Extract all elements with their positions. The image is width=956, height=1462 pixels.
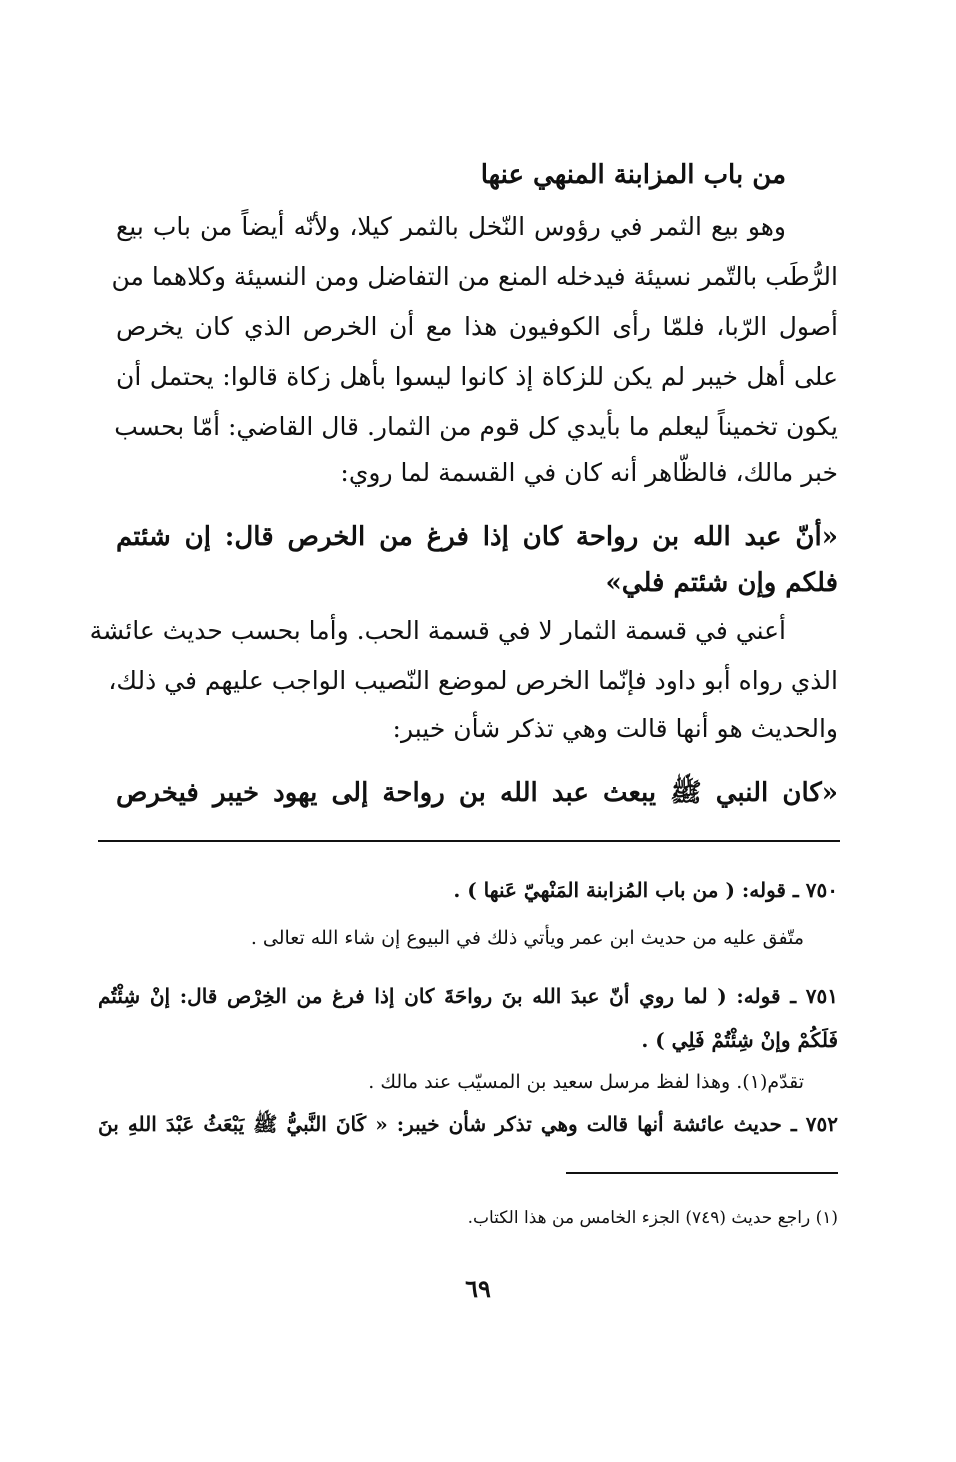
- hadith-quote-line: «أنّ عبد الله بن رواحة كان إذا فرغ من الخرص قال: إن شئتم: [116, 522, 838, 552]
- section-heading: من باب المزابنة المنهي عنها: [480, 160, 786, 190]
- footnote: (١) راجع حديث (٧٤٩) الجزء الخامس من هذا الكتاب.: [467, 1208, 838, 1228]
- paragraph-line: خبر مالك، فالظّاهر أنه كان في القسمة لما روي:: [340, 458, 838, 487]
- note-751-line: ٧٥١ ـ قوله: ( لما روي أنّ عبدَ الله بنَ رواحَةَ كان إذا فرغ من الخِرْص قال: إنْ شِئْتُم: [98, 984, 838, 1008]
- paragraph-line: والحديث هو أنها قالت وهي تذكر شأن خيبر:: [392, 714, 838, 743]
- page-number: ٦٩: [465, 1274, 491, 1303]
- paragraph-line: أصول الرّبا، فلمّا رأى الكوفيون هذا مع أن الخرص الذي كان يخرص: [116, 312, 838, 341]
- hadith-quote-line: فلكم وإن شئتم فلي»: [605, 568, 838, 598]
- commentary-separator: [98, 840, 840, 842]
- paragraph-line: على أهل خيبر لم يكن للزكاة إذ كانوا ليسوا بأهل زكاة قالوا: يحتمل أن: [116, 362, 838, 391]
- note-751-text: تقدّم(١). وهذا لفظ مرسل سعيد بن المسيّب عند مالك .: [368, 1071, 804, 1093]
- paragraph-line: الرُّطَب بالتّمر نسيئة فيدخله المنع من التفاضل ومن النسيئة وكلاهما من: [111, 262, 838, 291]
- paragraph-line: يكون تخميناً ليعلم ما بأيدي كل قوم من الثمار. قال القاضي: أمّا بحسب: [114, 412, 838, 441]
- note-750-heading: ٧٥٠ ـ قوله: ( من باب المُزابنة المَنْهيّ عَنها ) .: [453, 878, 838, 902]
- hadith-quote-line: «كان النبي ﷺ يبعث عبد الله بن رواحة إلى يهود خيبر فيخرص: [116, 778, 838, 808]
- note-751-line: فَلَكُمْ وإنْ شِئْتُمْ فَلِي ) .: [641, 1028, 838, 1052]
- paragraph-line: أعني في قسمة الثمار لا في قسمة الحب. وأما بحسب حديث عائشة: [89, 616, 786, 645]
- paragraph-line: وهو بيع الثمر في رؤوس النّخل بالثمر كيلا، ولأنّه أيضاً من باب بيع: [116, 212, 786, 241]
- note-752-line: ٧٥٢ ـ حديث عائشة أنها قالت وهي تذكر شأن خيبر: « كَانَ النَّبيُّ ﷺ يَبْعَثُ عَبْدَ اللهِ بنَ: [98, 1112, 838, 1136]
- footnote-separator: [566, 1172, 838, 1174]
- paragraph-line: الذي رواه أبو داود فإنّما الخرص لموضع النّصيب الواجب عليهم في ذلك،: [108, 666, 838, 695]
- note-750-text: متّفق عليه من حديث ابن عمر ويأتي ذلك في البيوع إن شاء الله تعالى .: [250, 927, 804, 949]
